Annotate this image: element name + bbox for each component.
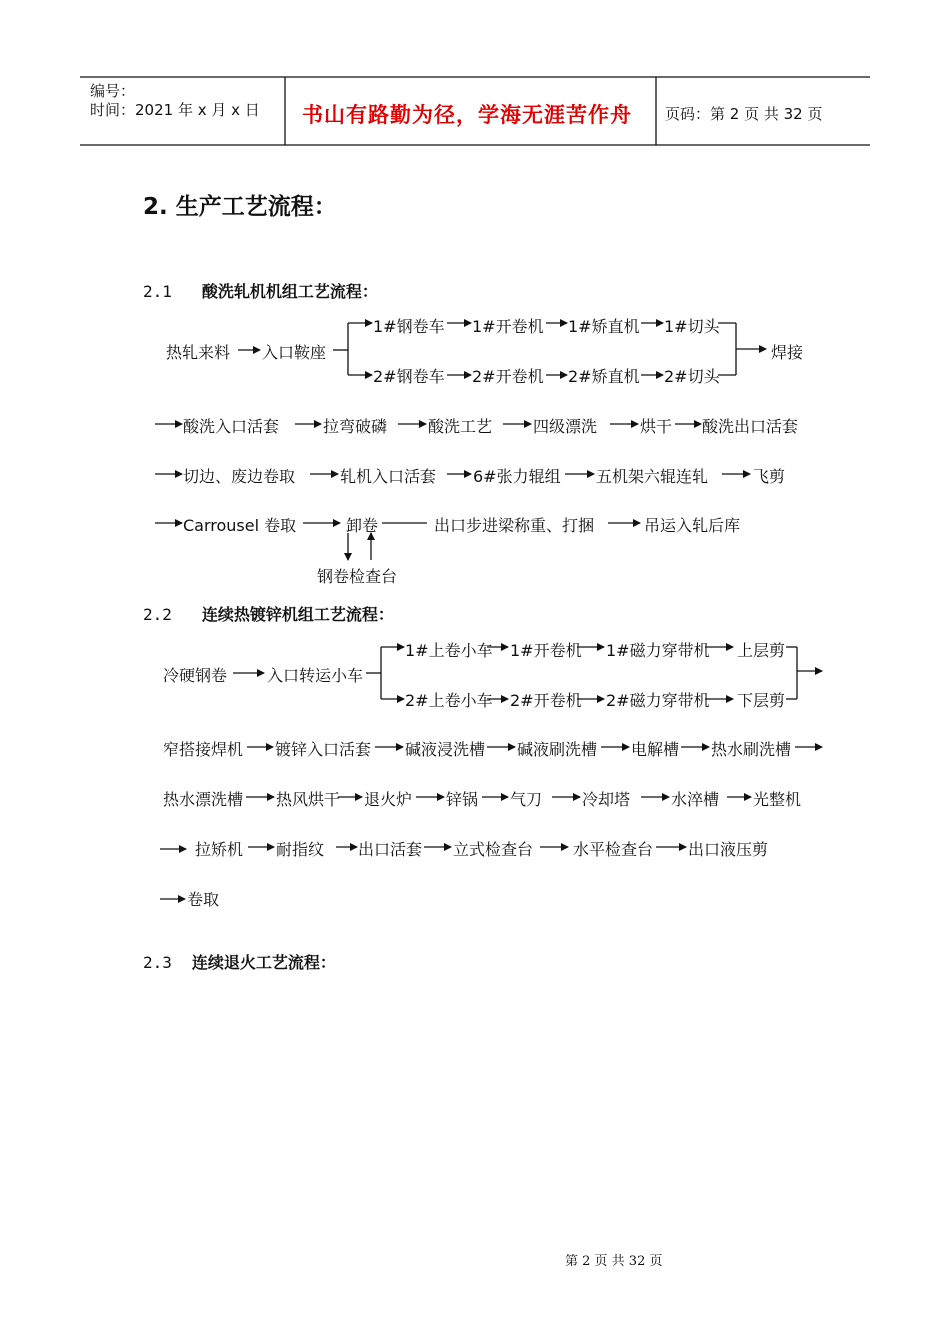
subsection-2-1-title: 2.1 酸洗轧机机组工艺流程：	[143, 282, 378, 301]
flow-node: 热水刷洗槽	[711, 740, 792, 759]
doc-number-label: 编号：	[90, 82, 136, 100]
flow-node: 碱液刷洗槽	[517, 740, 598, 759]
flow-node: 2#开卷机	[472, 367, 544, 386]
flow-node: 光整机	[753, 790, 802, 809]
header-page-label: 页码：第 2 页 共 32 页	[665, 105, 823, 123]
flow-node: 烘干	[640, 417, 673, 436]
flow-node: 四级漂洗	[533, 417, 598, 436]
flow-node: 1#开卷机	[472, 317, 544, 336]
flow-node: 拉弯破磷	[323, 417, 388, 436]
flow-node: 立式检查台	[453, 840, 534, 859]
flow-node: 锌锅	[446, 790, 479, 809]
flow-node: 碱液浸洗槽	[405, 740, 486, 759]
flow-node: 出口液压剪	[688, 840, 769, 859]
flow-node: 冷硬钢卷	[163, 666, 228, 685]
header-motto: 书山有路勤为径，学海无涯苦作舟	[302, 103, 632, 127]
flow-node: 焊接	[771, 343, 804, 362]
flow-node: 出口步进梁称重、打捆	[434, 516, 595, 535]
flow-node: 2#矫直机	[568, 367, 640, 386]
flow-node: 耐指纹	[276, 840, 325, 859]
flow-node: 1#切头	[664, 317, 720, 336]
flow-node: 拉矫机	[195, 840, 244, 859]
subsection-2-2-title: 2.2 连续热镀锌机组工艺流程：	[143, 605, 394, 624]
flow-node: 入口鞍座	[262, 343, 327, 362]
flow-node: 吊运入轧后库	[644, 516, 741, 535]
flow-node: Carrousel 卷取	[183, 516, 297, 535]
flow-node: 下层剪	[737, 691, 786, 710]
flow-node: 水平检查台	[573, 840, 654, 859]
flow-node: 热风烘干	[276, 790, 341, 809]
subsection-2-3-title: 2.3 连续退火工艺流程：	[143, 953, 336, 972]
page-footer: 第 2 页 共 32 页	[565, 1254, 663, 1269]
flow-node: 酸洗出口活套	[702, 417, 799, 436]
flow-node: 1#磁力穿带机	[606, 641, 710, 660]
flow-node: 钢卷检查台	[317, 567, 398, 586]
doc-time-label: 时间：2021 年 x 月 x 日	[90, 101, 260, 119]
flow-node: 酸洗入口活套	[183, 417, 280, 436]
flow-node: 水淬槽	[671, 790, 720, 809]
flow-node: 卷取	[187, 890, 220, 909]
flow-node: 冷却塔	[582, 790, 631, 809]
flow-node: 1#上卷小车	[405, 641, 493, 660]
flow-node: 1#钢卷车	[373, 317, 445, 336]
flow-node: 切边、废边卷取	[183, 467, 296, 486]
flow-node: 2#磁力穿带机	[606, 691, 710, 710]
flow-node: 2#切头	[664, 367, 720, 386]
flow-node: 1#开卷机	[510, 641, 582, 660]
flow-node: 上层剪	[737, 641, 786, 660]
flow-node: 镀锌入口活套	[275, 740, 372, 759]
flow-node: 轧机入口活套	[340, 467, 437, 486]
flow-node: 2#钢卷车	[373, 367, 445, 386]
flow-node: 电解槽	[631, 740, 680, 759]
flow-node: 热轧来料	[166, 343, 231, 362]
flow-node: 退火炉	[364, 790, 413, 809]
flow-node: 窄搭接焊机	[163, 740, 244, 759]
flow-node: 入口转运小车	[267, 666, 364, 685]
flow-node: 卸卷	[346, 516, 379, 535]
flow-node: 飞剪	[753, 467, 786, 486]
flow-node: 热水漂洗槽	[163, 790, 244, 809]
flow-node: 酸洗工艺	[428, 417, 493, 436]
flow-node: 2#上卷小车	[405, 691, 493, 710]
flow-node: 气刀	[510, 790, 543, 809]
flow-node: 2#开卷机	[510, 691, 582, 710]
flow-node: 1#矫直机	[568, 317, 640, 336]
section-title: 2. 生产工艺流程：	[143, 194, 337, 220]
flow-node: 五机架六辊连轧	[596, 467, 709, 486]
flow-node: 出口活套	[358, 840, 423, 859]
flow-node: 6#张力辊组	[473, 467, 561, 486]
